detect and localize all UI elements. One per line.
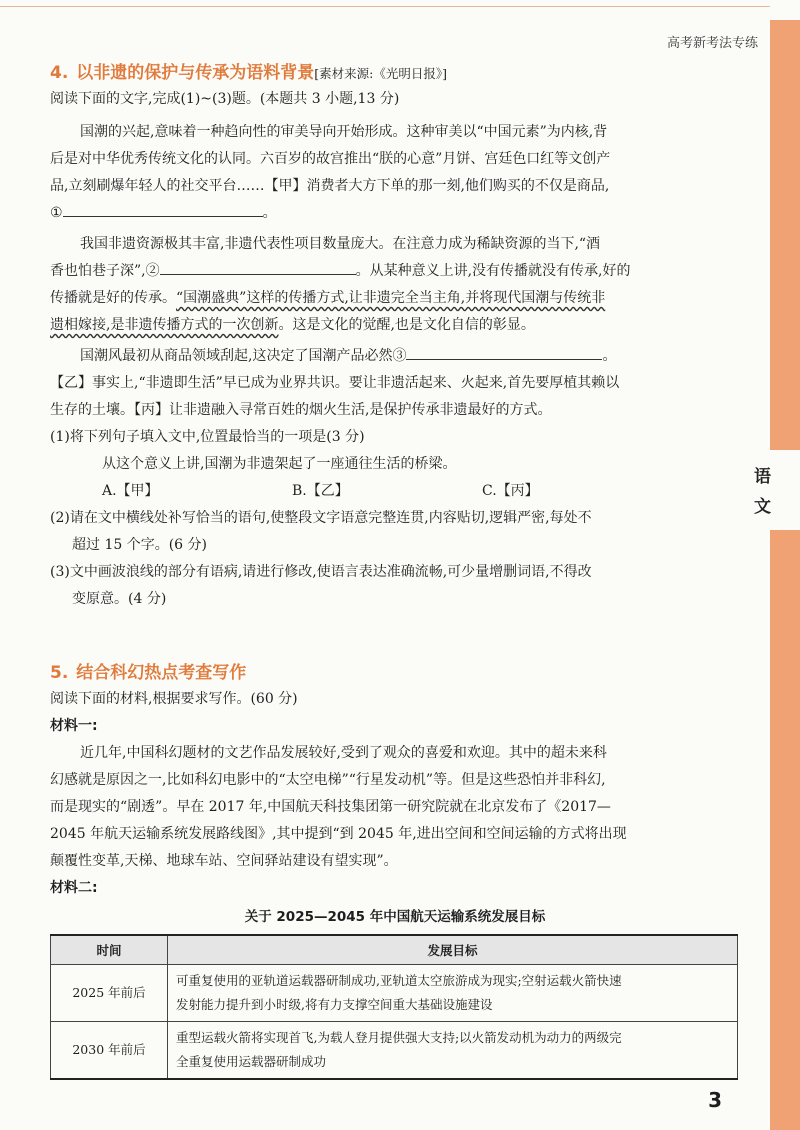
blank-1[interactable] [63,200,263,217]
q4-p1-line1: 国潮的兴起,意味着一种趋向性的审美导向开始形成。这种审美以“中国元素”为内核,背 [80,124,608,140]
side-tab-bottom [770,530,800,1130]
table-title: 关于 2025—2045 年中国航天运输系统发展目标 [244,909,546,925]
q4-sub2-line1: (2)请在文中横线处补写恰当的语句,使整段文字语意完整连贯,内容贴切,逻辑严密,每处不 [50,510,592,526]
q4-p2-line4: 遗相嫁接,是非遗传播方式的一次创新。这是文化的觉醒,也是文化自信的彰显。 [50,317,535,333]
q4-p3-line3: 生存的土壤。【丙】让非遗融入寻常百姓的烟火生活,是保护传承非遗最好的方式。 [50,402,552,418]
row-goal: 重型运载火箭将实现首飞,为载人登月提供强大支持;以火箭发动机为动力的两级完 全重复使用运载器研制成功 [168,1022,738,1080]
top-rule [0,6,770,7]
page-number: 3 [708,1088,722,1112]
subject-label: 语 文 [754,467,771,517]
table-row [51,965,738,1022]
q4-options [50,478,740,505]
m1-line1: 近几年,中国科幻题材的文艺作品发展较好,受到了观众的喜爱和欢迎。其中的超未来科 [80,745,607,761]
q4-title: 4. 以非遗的保护与传承为语料背景[素材来源:《光明日报》] [50,63,448,83]
q4-sub2-line2: 超过 15 个字。(6 分) [72,537,207,553]
wavy-sentence-part2: 遗相嫁接,是非遗传播方式的一次创新 [50,317,279,333]
q4-p3-line2: 【乙】事实上,“非遗即生活”早已成为业界共识。要让非遗活起来、火起来,首先要厚植其赖以 [50,375,620,391]
wavy-sentence-part1: “国潮盛典”这样的传播方式,让非遗完全当主角,并将现代国潮与传统非 [176,290,606,306]
col-time: 时间 [51,935,168,965]
q4-p2-line1: 我国非遗资源极其丰富,非遗代表性项目数量庞大。在注意力成为稀缺资源的当下,“酒 [80,236,601,252]
blank-3-mark: ③ [392,348,407,364]
side-tab-top [770,20,800,450]
question-5 [50,660,740,1080]
blank-3[interactable] [406,343,602,360]
series-title: 高考新考法专练 [666,36,758,51]
blank-1-mark: ① [50,205,63,221]
q4-p1-line3: 品,立刻刷爆年轻人的社交平台……【甲】消费者大方下单的那一刻,他们购买的不仅是商品, [50,178,610,194]
q4-sub3-line1: (3)文中画波浪线的部分有语病,请进行修改,使语言表达准确流畅,可少量增删词语,不得改 [50,564,592,580]
q5-instruction: 阅读下面的材料,根据要求写作。(60 分) [50,691,298,707]
material-1-label: 材料一: [50,718,98,734]
row-goal: 可重复使用的亚轨道运载器研制成功,亚轨道太空旅游成为现实;空射运载火箭快速 发射能力提升到小时级,将有力支撑空间重大基础设施建设 [168,965,738,1022]
q4-instruction: 阅读下面的文字,完成(1)~(3)题。(本题共 3 小题,13 分) [50,91,400,107]
option-b[interactable]: B.【乙】 [292,483,349,499]
q4-p3-line1: 国潮风最初从商品领域刮起,这决定了国潮产品必然③ 。 [50,343,740,370]
option-c[interactable]: C.【丙】 [482,483,539,499]
table-row [51,1022,738,1080]
m1-line4: 2045 年航天运输系统发展路线图》,其中提到“到 2045 年,进出空间和空间运输的方式将出现 [50,826,627,842]
option-a[interactable]: A.【甲】 [102,483,159,499]
material-2-label: 材料二: [50,880,98,896]
col-goal: 发展目标 [168,935,738,965]
q4-source: [素材来源:《光明日报》] [314,66,448,81]
goals-table [50,934,738,1080]
m1-line2: 幻感就是原因之一,比如科幻电影中的“太空电梯”“行星发动机”等。但是这些恐怕并非科幻, [50,772,606,788]
blank-2-mark: ② [145,263,160,279]
q4-sub1-sentence: 从这个意义上讲,国潮为非遗架起了一座通往生活的桥梁。 [102,456,457,472]
question-4 [50,60,740,613]
q5-title: 5. 结合科幻热点考查写作 [50,663,247,683]
m1-line5: 颠覆性变革,天梯、地球车站、空间驿站建设有望实现”。 [50,853,398,869]
row-time: 2025 年前后 [51,965,168,1022]
q4-sub1: (1)将下列句子填入文中,位置最恰当的一项是(3 分) [50,429,365,445]
q4-p2-line3: 传播就是好的传承。“国潮盛典”这样的传播方式,让非遗完全当主角,并将现代国潮与传统非 [50,290,606,306]
row-time: 2030 年前后 [51,1022,168,1080]
q4-sub3-line2: 变原意。(4 分) [72,591,167,607]
blank-2[interactable] [160,258,356,275]
q4-p1-line4: ① 。 [50,200,740,227]
m1-line3: 而是现实的“剧透”。早在 2017 年,中国航天科技集团第一研究院就在北京发布了《2017— [50,799,611,815]
q4-p2-line2: 香也怕巷子深”,② 。从某种意义上讲,没有传播就没有传承,好的 [50,258,740,285]
q4-p1-line2: 后是对中华优秀传统文化的认同。六百岁的故宫推出“朕的心意”月饼、宫廷色口红等文创产 [50,151,611,167]
table-header-row [51,935,738,965]
